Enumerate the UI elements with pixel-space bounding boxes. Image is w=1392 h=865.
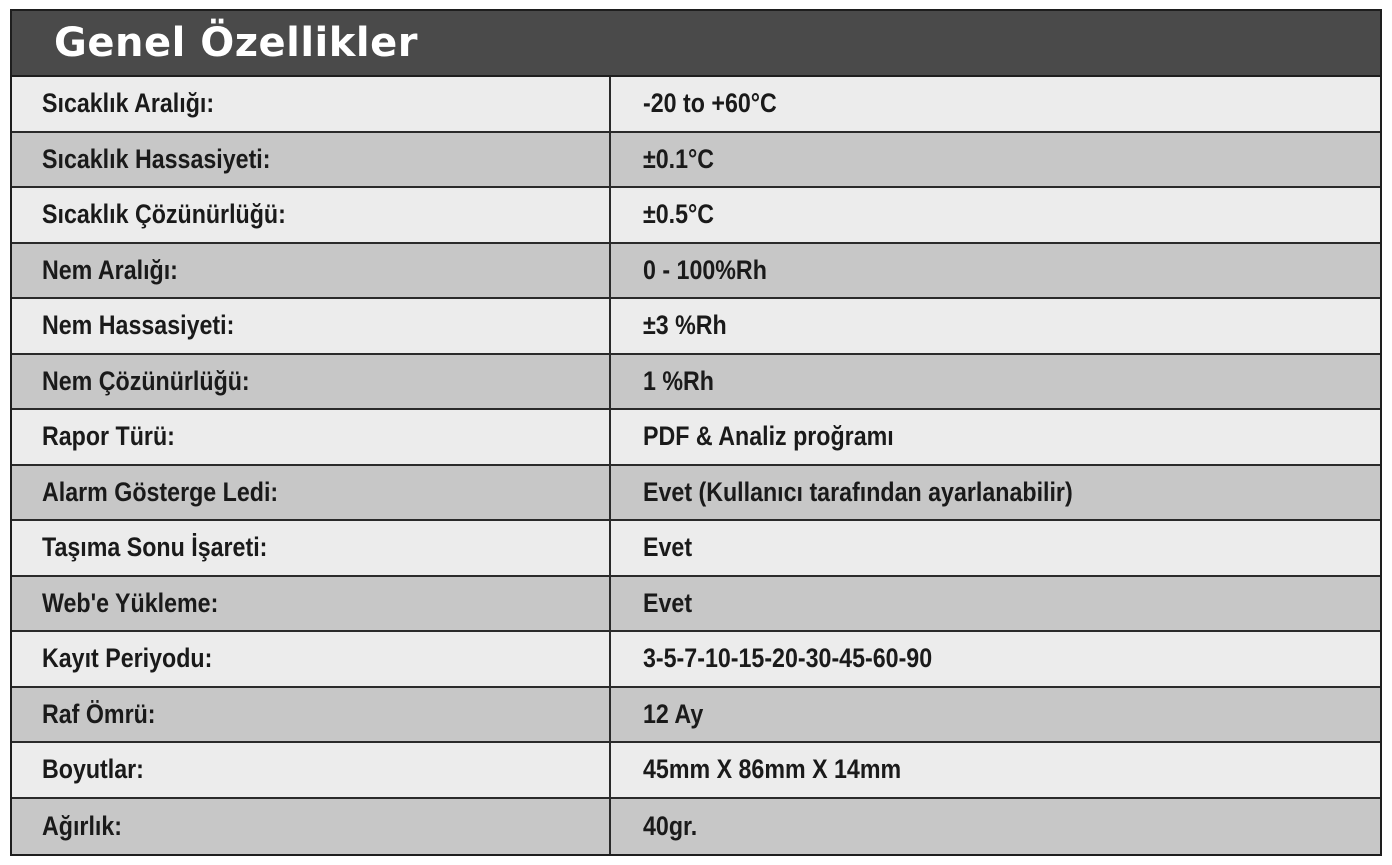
row-label-cell — [12, 188, 611, 242]
row-value: ±0.5°C — [643, 199, 715, 230]
row-value: 12 Ay — [643, 698, 704, 729]
table-row — [12, 133, 1380, 189]
row-label: Sıcaklık Hassasiyeti: — [42, 143, 271, 174]
spec-table — [10, 9, 1382, 856]
row-value-cell — [611, 577, 1380, 631]
row-label-cell — [12, 799, 611, 855]
row-value: 0 - 100%Rh — [643, 254, 767, 285]
row-value: Evet (Kullanıcı tarafından ayarlanabilir) — [643, 476, 1073, 507]
row-label-cell — [12, 577, 611, 631]
row-value: Evet — [643, 587, 693, 618]
row-label: Kayıt Periyodu: — [42, 643, 213, 674]
row-value: ±0.1°C — [643, 143, 715, 174]
row-value-cell — [611, 77, 1380, 131]
row-label-cell — [12, 244, 611, 298]
row-label: Sıcaklık Çözünürlüğü: — [42, 199, 286, 230]
row-value-cell — [611, 632, 1380, 686]
table-header — [12, 11, 1380, 77]
row-label-cell — [12, 299, 611, 353]
row-label: Sıcaklık Aralığı: — [42, 88, 215, 119]
row-label-cell — [12, 632, 611, 686]
row-label-cell — [12, 133, 611, 187]
table-row — [12, 799, 1380, 855]
row-label: Alarm Gösterge Ledi: — [42, 476, 279, 507]
table-row — [12, 577, 1380, 633]
row-label: Ağırlık: — [42, 810, 122, 841]
row-value-cell — [611, 688, 1380, 742]
row-label-cell — [12, 466, 611, 520]
table-row — [12, 77, 1380, 133]
table-row — [12, 632, 1380, 688]
table-row — [12, 521, 1380, 577]
table-row — [12, 743, 1380, 799]
row-value: -20 to +60°C — [643, 88, 777, 119]
row-label: Taşıma Sonu İşareti: — [42, 532, 268, 563]
row-label-cell — [12, 77, 611, 131]
row-value: 40gr. — [643, 810, 698, 841]
row-value-cell — [611, 521, 1380, 575]
row-value-cell — [611, 188, 1380, 242]
row-label: Web'e Yükleme: — [42, 587, 219, 618]
row-label-cell — [12, 410, 611, 464]
row-label-cell — [12, 688, 611, 742]
row-value: 3-5-7-10-15-20-30-45-60-90 — [643, 643, 933, 674]
row-label: Nem Hassasiyeti: — [42, 310, 235, 341]
row-label: Nem Çözünürlüğü: — [42, 365, 250, 396]
row-value-cell — [611, 466, 1380, 520]
table-row — [12, 188, 1380, 244]
table-row — [12, 410, 1380, 466]
table-title: Genel Özellikler — [54, 20, 418, 66]
row-label-cell — [12, 355, 611, 409]
table-row — [12, 466, 1380, 522]
row-label-cell — [12, 521, 611, 575]
row-label: Boyutlar: — [42, 754, 144, 785]
row-value-cell — [611, 743, 1380, 797]
row-label: Rapor Türü: — [42, 421, 175, 452]
table-row — [12, 299, 1380, 355]
row-label-cell — [12, 743, 611, 797]
row-value-cell — [611, 244, 1380, 298]
row-value-cell — [611, 299, 1380, 353]
table-row — [12, 355, 1380, 411]
row-label: Nem Aralığı: — [42, 254, 178, 285]
row-value: 1 %Rh — [643, 365, 714, 396]
row-value-cell — [611, 410, 1380, 464]
row-label: Raf Ömrü: — [42, 698, 156, 729]
table-row — [12, 688, 1380, 744]
table-body — [12, 77, 1380, 854]
row-value: Evet — [643, 532, 693, 563]
row-value: ±3 %Rh — [643, 310, 727, 341]
row-value: 45mm X 86mm X 14mm — [643, 754, 902, 785]
row-value-cell — [611, 799, 1380, 855]
row-value: PDF & Analiz proğramı — [643, 421, 894, 452]
table-row — [12, 244, 1380, 300]
row-value-cell — [611, 133, 1380, 187]
row-value-cell — [611, 355, 1380, 409]
